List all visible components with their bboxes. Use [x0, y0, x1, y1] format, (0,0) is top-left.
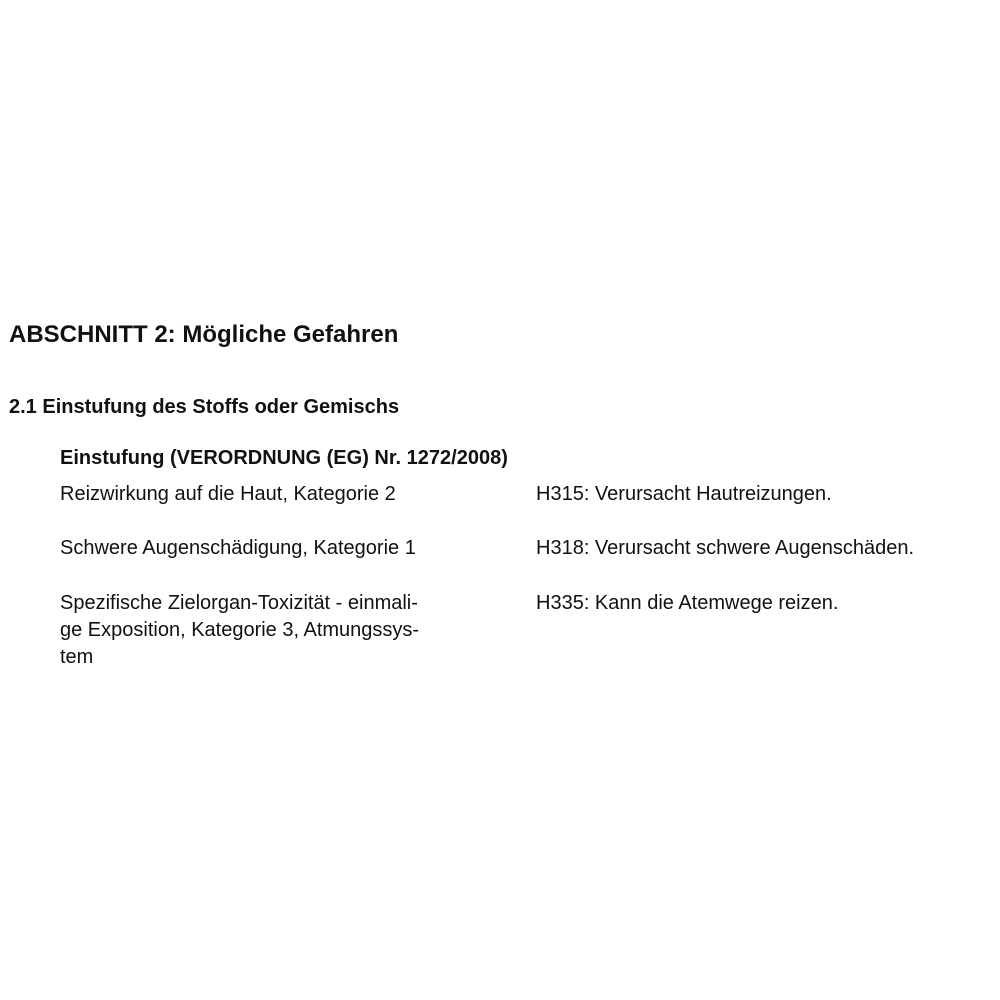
hazard-statement-h315: H315: Verursacht Hautreizungen.: [536, 483, 832, 505]
hazard-category-eye-damage: Schwere Augenschädigung, Kategorie 1: [60, 537, 416, 559]
subsection-title: 2.1 Einstufung des Stoffs oder Gemischs: [9, 396, 400, 418]
hazard-category-skin-irritation: Reizwirkung auf die Haut, Kategorie 2: [60, 483, 396, 505]
section-title: ABSCHNITT 2: Mögliche Gefahren: [9, 321, 399, 348]
classification-heading: Einstufung (VERORDNUNG (EG) Nr. 1272/2008): [60, 447, 508, 469]
hazard-statement-h335: H335: Kann die Atemwege reizen.: [536, 592, 839, 614]
hazard-statement-h318: H318: Verursacht schwere Augenschäden.: [536, 537, 915, 559]
hazard-category-stot-single: Spezifische Zielorgan-Toxizität - einmali- ge Exposition, Kategorie 3, Atmungssys- tem: [60, 592, 420, 668]
